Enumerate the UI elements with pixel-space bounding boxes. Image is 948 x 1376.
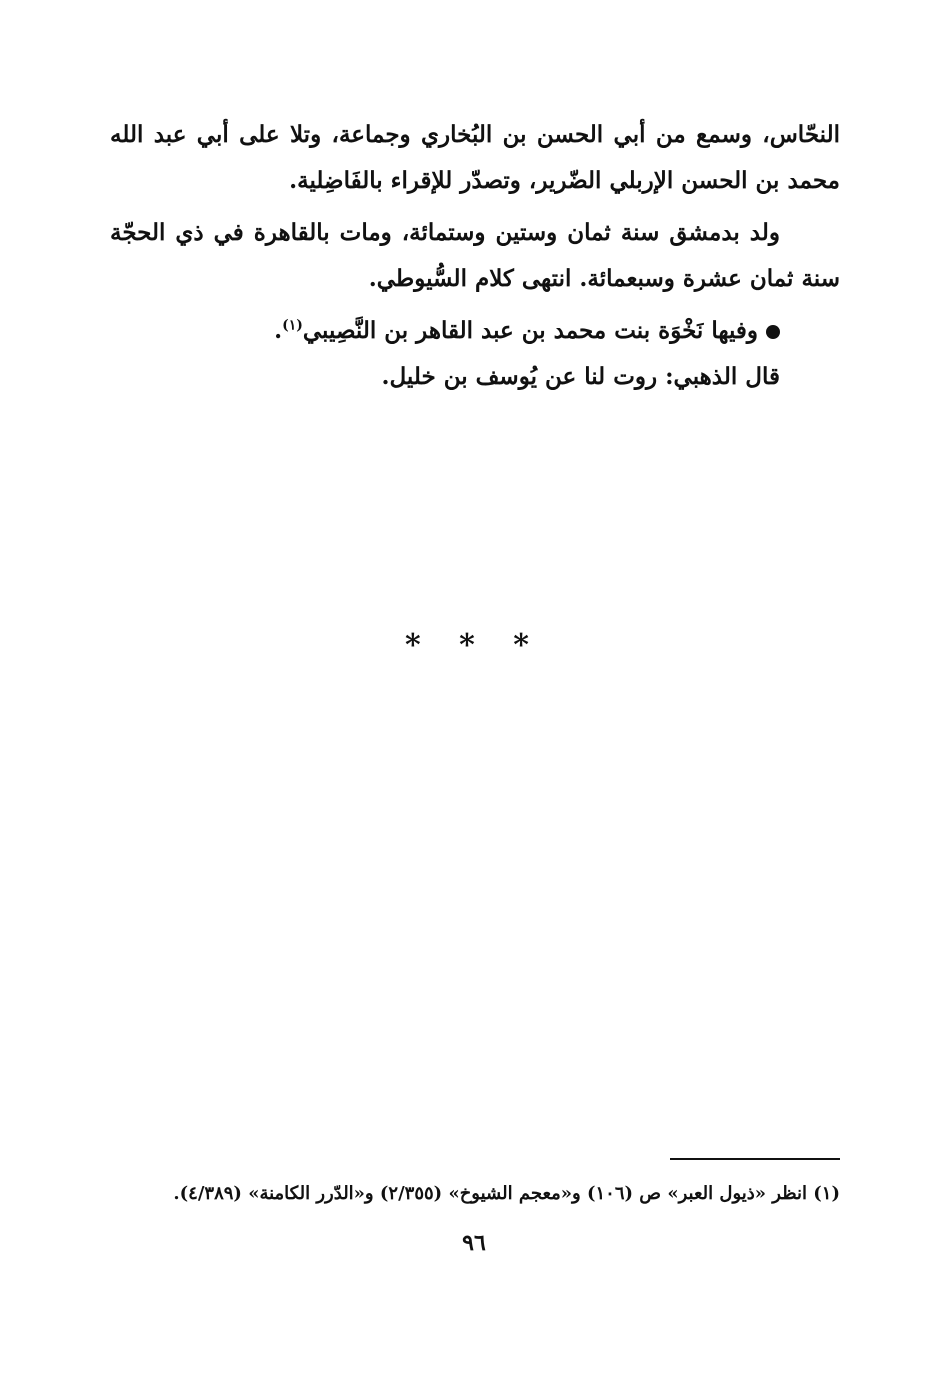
entry-end: . bbox=[274, 317, 283, 344]
main-text bbox=[110, 112, 840, 400]
page-number: ٩٦ bbox=[462, 1230, 486, 1256]
paragraph-2: ولد بدمشق سنة ثمان وستين وستمائة، ومات بالقاهرة في ذي الحجّة سنة ثمان عشرة وسبعمائة. انتهى كلام السُّيوطي. bbox=[110, 219, 840, 292]
footnote-reference[interactable]: (١) bbox=[282, 317, 303, 334]
footnote: (١) انظر «ذيول العبر» ص (١٠٦) و«معجم الشيوخ» (٢/٣٥٥) و«الدّرر الكامنة» (٤/٣٨٩). bbox=[173, 1183, 840, 1204]
footnote-divider bbox=[670, 1158, 840, 1160]
paragraph-3: قال الذهبي: روت لنا عن يُوسف بن خليل. bbox=[381, 363, 780, 390]
entry-item bbox=[110, 308, 840, 354]
entry-text: وفيها نَخْوَة بنت محمد بن عبد القاهر بن النَّصِيبي bbox=[302, 317, 758, 344]
paragraph-1: النحّاس، وسمع من أبي الحسن بن البُخاري وجماعة، وتلا على أبي عبد الله محمد بن الحسن الإربلي الضّرير، وتصدّر للإقراء بالفَاضِلية. bbox=[110, 121, 840, 194]
section-separator: * * * bbox=[405, 628, 543, 663]
bullet-icon bbox=[766, 325, 780, 339]
